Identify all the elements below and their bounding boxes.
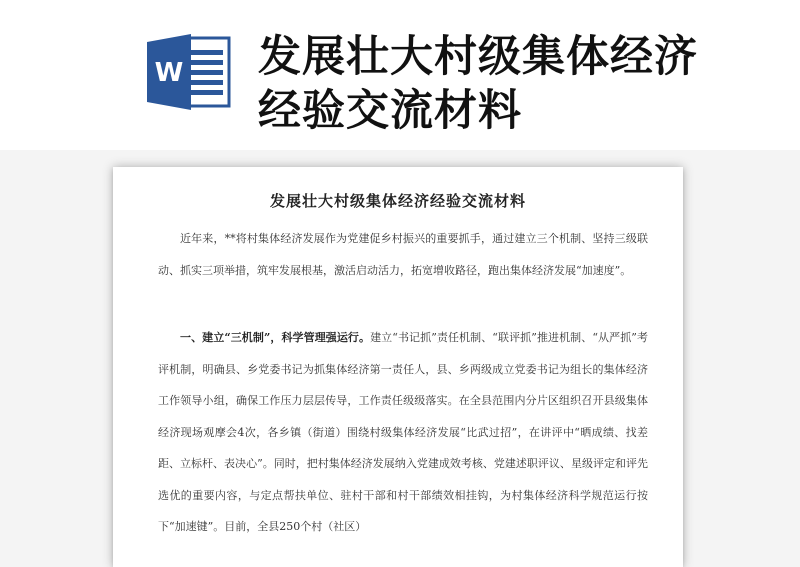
section-one-heading: 一、建立“三机制”，科学管理强运行。 [180, 331, 371, 344]
word-document-icon [145, 32, 235, 112]
paragraph-section-one [158, 322, 648, 543]
document-title: 发展壮大村级集体经济经验交流材料 [269, 192, 526, 210]
section-one-body: 建立“书记抓”责任机制、“联评抓”推进机制、“从严抓”考评机制，明确县、乡党委书记为抓集体经济第一责任人，县、乡两级成立党委书记为组长的集体经济工作领导小组，确保工作压力层层传导，工作责任级级落实。在全县范围内分片区组织召开县级集体经济现场观摩会4次，各乡镇（街道）围绕村级集体经济发展“比武过招”，在讲评中“晒成绩、找差距、立标杆、表决心”。同时，把村集体经济发展纳入党建成效考核、党建述职评议、星级评定和评先选优的重要内容，与定点帮扶单位、驻村干部和村干部绩效相挂钩，为村集体经济科学规范运行按下“加速键”。目前，全县250个村（社区） [158, 331, 648, 533]
paragraph-intro: 近年来，**将村集体经济发展作为党建促乡村振兴的重要抓手，通过建立三个机制、坚持三级联动、抓实三项举措，筑牢发展根基，激活启动活力，拓宽增收路径，跑出集体经济发展“加速度”。 [158, 232, 648, 277]
document-page [113, 167, 683, 567]
word-icon-letter: W [154, 58, 184, 88]
header-title: 发展壮大村级集体经济经验交流材料 [258, 32, 698, 136]
